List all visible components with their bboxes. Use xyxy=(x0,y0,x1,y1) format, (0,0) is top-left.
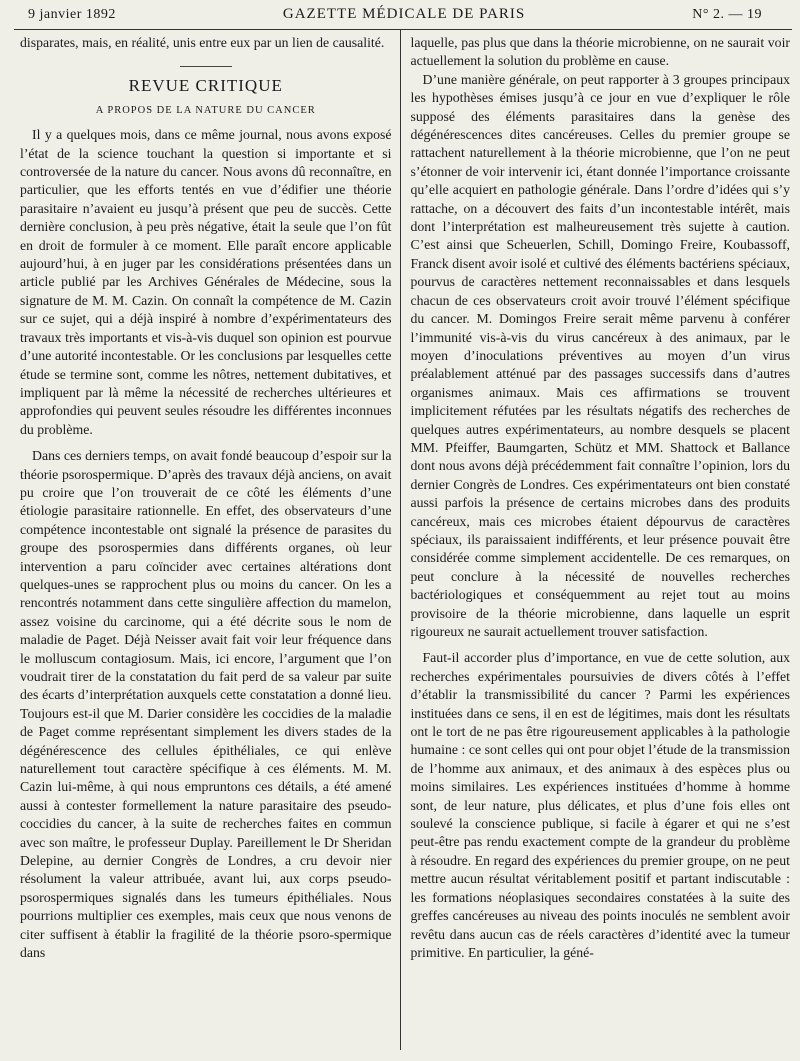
left-column xyxy=(14,30,400,1050)
continued-paragraph-right: laquelle, pas plus que dans la théorie microbienne, on ne saurait voir actuellement la solution du problème en cause. xyxy=(410,35,790,69)
right-paragraph-1: D’une manière générale, on peut rapporter à 3 groupes principaux les hypothèses émises jusqu’à ce jour en vue d’expliquer le rôle supposé des éléments parasitaires dans la genèse des dégénérescences dites cancéreuses. Celles du premier groupe se rattachent naturellement à la théorie microbienne, que l’on ne peut s’étonner de voir intervenir ici, étant donnée l’importance croissante qu’elle acquiert en pathologie générale. Dans l’ordre d’idées qui s’y rattache, on a découvert des faits d’un incontestable intérêt, mais dont l’interprétation est malheureusement très sujette à caution. C’est ainsi que Scheuerlen, Schill, Domingo Freire, Koubassoff, Franck disent avoir isolé et cultivé des éléments bactériens spéciaux, pourvus de caractères nettement reconnaissables et dans lesquels chacun de ces observateurs croit avoir trouvé l’élément spécifique du cancer. M. Domingos Freire serait même parvenu à conférer l’immunité vis-à-vis du virus cancéreux à des animaux, par le moyen d’inoculations préventives au moyen d’un virus préalablement atténué par des passages successifs dans d’autres organismes animaux. Mais ces affirmations se trouvent implicitement réfutées par les résultats négatifs des recherches de quelques autres expérimentateurs, au nombre desquels se placent MM. Pfeiffer, Baumgarten, Schütz et MM. Shattock et Ballance dont nous avons déjà précédemment fait connaître l’opinion, lors du dernier Congrès de Londres. Ces expérimentateurs ont bien constaté aussi parfois la présence de certains microbes dans des produits cancéreux, mais ces microbes étaient dépourvus de caractères spéciaux, ils paraissaient indifférents, et leur présence pouvait être considérée comme simplement accidentelle. De ces remarques, on peut conclure à la nécessité de nouvelles recherches bactériologiques et conséquemment au rejet tout au moins provisoire de la théorie microbienne, dans laquelle un esprit rigoureux ne saurait actuellement trouver satisfaction. xyxy=(410,71,790,639)
right-column xyxy=(401,30,793,1050)
issue-date: 9 janvier 1892 xyxy=(28,7,116,22)
continued-paragraph: disparates, mais, en réalité, unis entre eux par un lien de causalité. xyxy=(20,35,385,50)
section-title: REVUE CRITIQUE xyxy=(128,76,283,96)
article-paragraph-2: Dans ces derniers temps, on avait fondé beaucoup d’espoir sur la théorie psorospermique. D’après des travaux déjà anciens, on avait pu croire que l’on trouverait de ce côté les éléments d’une étiologie parasitaire rationnelle. En effet, des observateurs d’une compétence incontestable ont signalé la présence de parasites du groupe des psorospermies dans différents organes, où leur intervention a paru coïncider avec certaines altérations dont quelques-unes se rapprochent plus ou moins du cancer. On les a rencontrés notamment dans cette singulière affection du mamelon, assez voisine du carcinome, qui a été décrite sous le nom de maladie de Paget. Déjà Neisser avait fait voir leur fréquence dans le molluscum contagiosum. Mais, ici encore, l’argument que l’on voudrait tirer de la constatation du fait perd de sa valeur par suite des écarts d’interprétation auxquels cette constatation a donné lieu. Toujours est-il que M. Darier considère les coccidies de la maladie de Paget comme représentant simplement les divers stades de la dégénérescence des cellules épithéliales, ce qui enlève naturellement tout caractère spécifique à ces éléments. M. M. Cazin lui-même, à qui nous empruntons ces détails, a été amené aussi à contester formellement la nature parasitaire des pseudo-coccidies du cancer, à la suite de recherches faites en commun avec son maître, le professeur Duplay. Pareillement le Dr Sheridan Delepine, au dernier Congrès de Londres, a cru devoir nier résolument la valeur attribuée, avant lui, aux corps pseudo-psorospermiques signalés dans les tumeurs épithéliales. Nous pourrions multiplier ces exemples, mais ceux que nous venons de citer suffisent à établir la fragilité de la théorie psoro-spermique dans xyxy=(20,448,392,961)
paragraph-gap-right xyxy=(411,641,791,649)
right-paragraph-2: Faut-il accorder plus d’importance, en vue de cette solution, aux recherches expérimentales poursuivies de divers côtés à l’effet d’établir la transmissibilité du cancer ? Parmi les expériences instituées dans ce sens, il en est de légitimes, mais dont les résultats ont le tort de ne pas être rigoureusement applicables à la pathologie humaine : ce sont celles qui ont pour objet l’étude de la transmission de l’homme aux animaux, et des animaux à des espèces plus ou moins similaires. Les expériences instituées d’homme à homme sont, de leur nature, plus délicates, et plus d’une fois elles ont soulevé la conscience publique, si facile à égarer et qui ne s’est peut-être pas rendu exactement compte de la grandeur du problème à résoudre. En regard des expériences du premier groupe, on ne peut mettre aucun résultat véritablement positif et partant indiscutable : les formations néoplasiques secondaires constatées à la suite des greffes cancéreuses au niveau des points inoculés ne semblent avoir revêtu dans aucun cas de réels caractères d’identité avec la tumeur primitive. En particulier, la géné- xyxy=(410,650,790,960)
article-title: A PROPOS DE LA NATURE DU CANCER xyxy=(95,104,316,116)
paragraph-gap xyxy=(20,439,392,447)
section-divider xyxy=(180,66,232,67)
text-columns xyxy=(14,30,792,1050)
page-header xyxy=(14,6,792,26)
article-paragraph-1: Il y a quelques mois, dans ce même journal, nous avons exposé l’état de la science touchant la question si importante et si controversée de la nature du cancer. Nous avons dû reconnaître, en particulier, que les efforts tentés en vue d’édifier une théorie parasitaire n’avaient eu jusqu’à présent que peu de succès. Cette dernière conclusion, à peu près négative, était la seule que l’on fût en droit de formuler à ce moment. Elle paraît encore applicable aujourd’hui, à en juger par les considérations présentées dans un article publié par les Archives Générales de Médecine, sous la signature de M. M. Cazin. On connaît la compétence de M. Cazin sur ce sujet, qui a déjà inspiré à nombre d’expérimentateurs des travaux très importants et vis-à-vis duquel son opinion est pourvue d’une autorité incontestable. Or les conclusions par lesquelles cette étude se termine sont, comme les nôtres, nettement dubitatives, et impliquent par là même la nécessité de recherches ultérieures et approfondies qui peuvent seules résoudre les différentes inconnues du problème. xyxy=(20,127,392,437)
issue-page-number: N° 2. — 19 xyxy=(692,7,762,22)
journal-title: GAZETTE MÉDICALE DE PARIS xyxy=(282,6,526,22)
